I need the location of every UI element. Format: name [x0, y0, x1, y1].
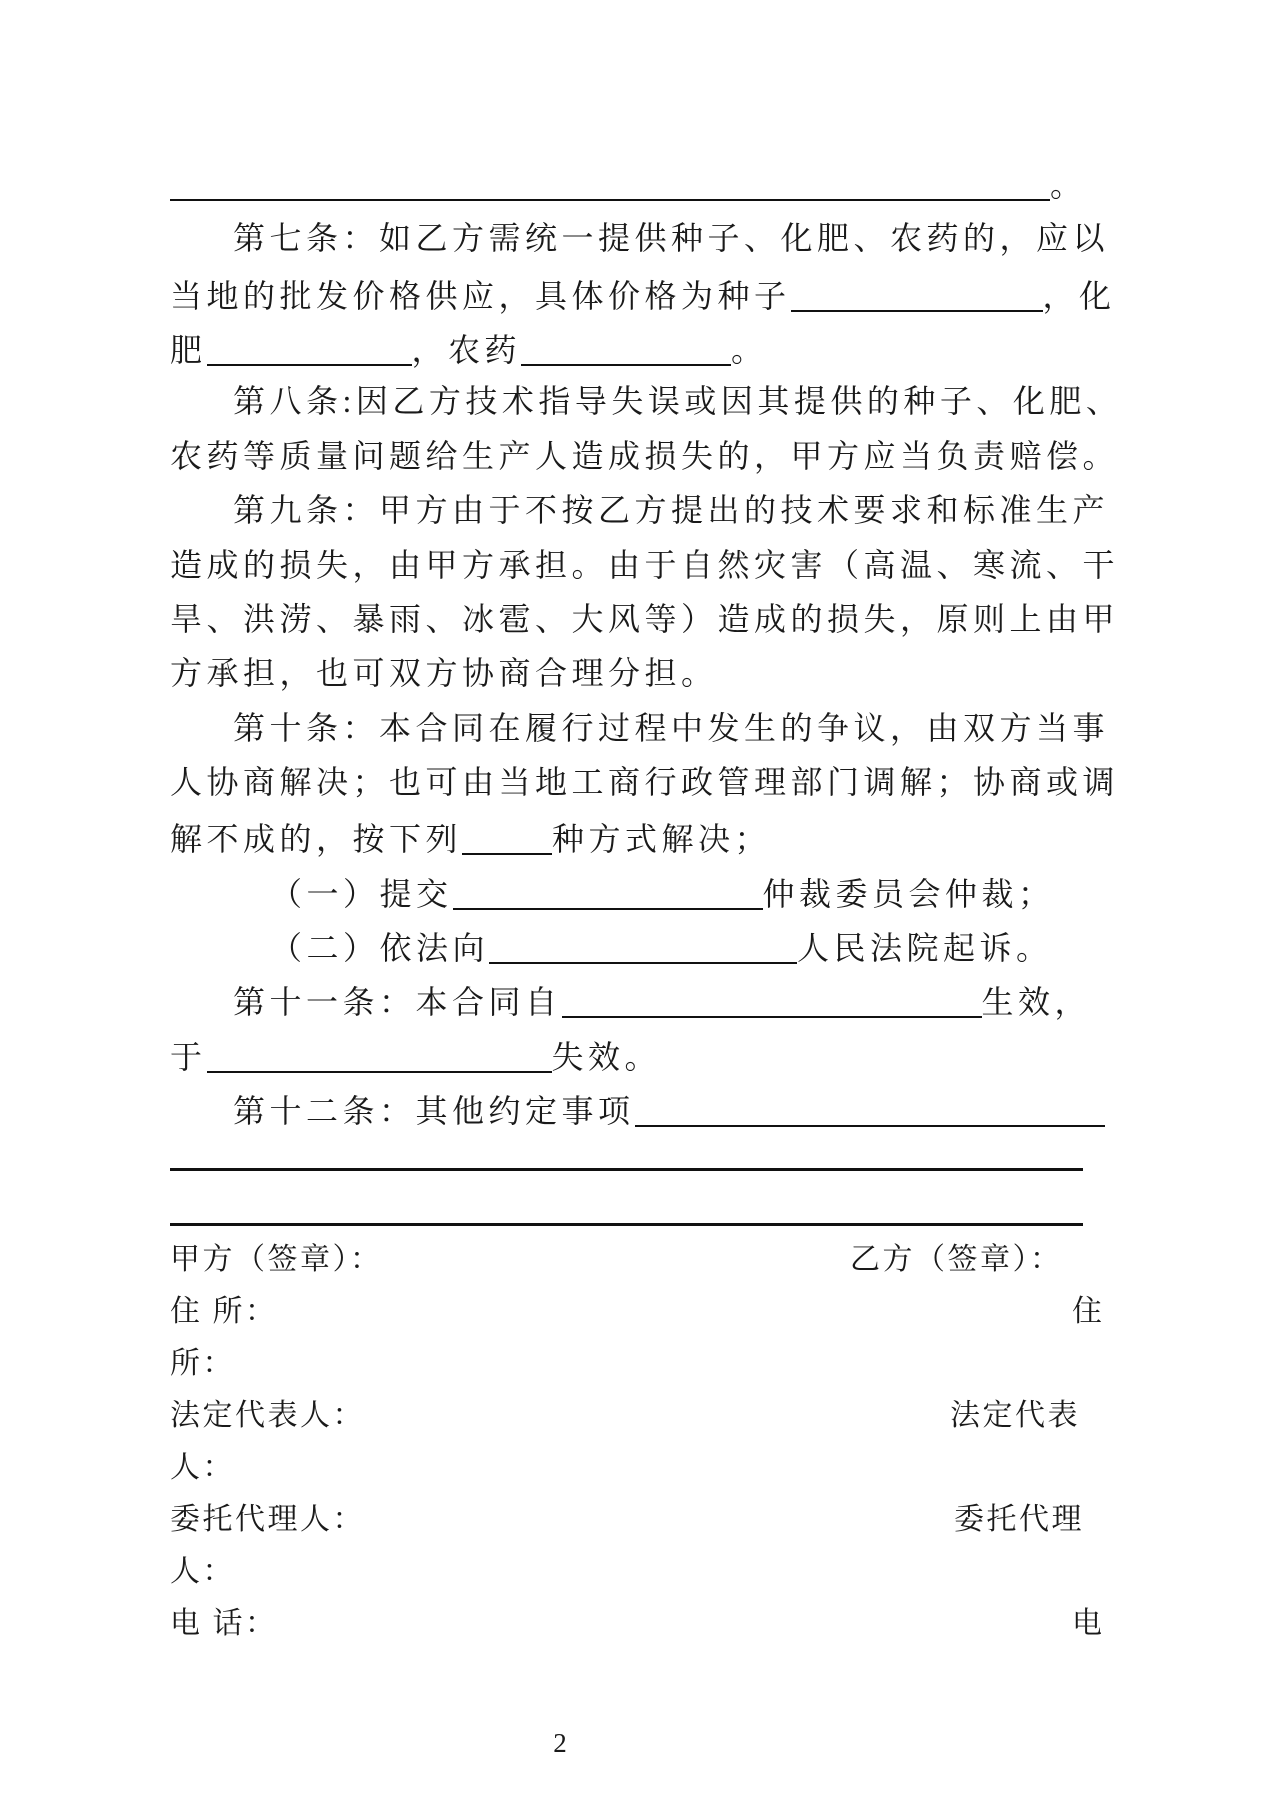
contract-text: 第十二条：其他约定事项: [233, 1093, 635, 1129]
party-a-phone-label: 电 话：: [170, 1607, 278, 1640]
contract-line: [170, 977, 1218, 1023]
contract-line: [170, 651, 1155, 697]
contract-text: ，化: [1042, 278, 1116, 314]
signature-row: [170, 1396, 1170, 1438]
contract-line: [170, 869, 1255, 915]
party-b-seal-label: 乙方（签章）：: [850, 1243, 1063, 1276]
contract-text: 肥: [170, 332, 207, 368]
fill-in-blank: [462, 819, 552, 855]
contract-line: [170, 597, 1155, 643]
fill-in-blank: [207, 330, 412, 366]
contract-text: 。: [731, 332, 768, 368]
party-a-legal-representative-label: 法定代表人：: [170, 1399, 365, 1432]
contract-line: [170, 271, 1155, 317]
contract-text: 人民法院起诉。: [797, 930, 1053, 966]
blank-line-rule: [170, 1168, 1083, 1171]
blank-line-rule: [170, 1223, 1083, 1226]
contract-text: 失效。: [551, 1039, 662, 1075]
contract-text: 当地的批发价格供应，具体价格为种子: [170, 278, 791, 314]
signature-row: [170, 1344, 1170, 1386]
contract-text: 仲裁委员会仲裁；: [762, 876, 1055, 912]
party-a-address-label: 住 所：: [170, 1295, 278, 1328]
contract-text: 第八条:因乙方技术指导失误或因其提供的种子、化肥、: [233, 383, 1123, 419]
fill-in-blank: [562, 982, 982, 1018]
contract-text: 方承担，也可双方协商合理分担。: [170, 655, 718, 691]
contract-line: [170, 434, 1155, 480]
contract-text: （二）依法向: [270, 930, 490, 966]
party-b-legal-representative-part: 法定代表: [950, 1399, 1080, 1432]
party-a-seal-label: 甲方（签章）：: [170, 1243, 383, 1276]
signature-row: [170, 1240, 1170, 1282]
contract-text: 造成的损失，由甲方承担。由于自然灾害（高温、寒流、干: [170, 547, 1120, 583]
contract-line: [170, 379, 1218, 425]
contract-line: [170, 216, 1218, 262]
fill-in-blank: [635, 1091, 1105, 1127]
fill-in-blank: [207, 1037, 552, 1073]
contract-text: 生效，: [981, 984, 1092, 1020]
contract-text: （一）提交: [270, 876, 453, 912]
party-a-entrusted-agent-label: 委托代理人：: [170, 1503, 365, 1536]
contract-text: 第十条：本合同在履行过程中发生的争议，由双方当事: [233, 710, 1110, 746]
contract-line: [170, 706, 1218, 752]
fill-in-blank: [791, 276, 1043, 312]
signature-row: [170, 1500, 1170, 1542]
contract-line: [170, 160, 1155, 206]
signature-row: [170, 1448, 1170, 1490]
page-number: 2: [553, 1728, 567, 1758]
contract-line: [170, 923, 1255, 969]
signature-row: [170, 1552, 1170, 1594]
party-b-legal-representative-continued: 人：: [170, 1451, 235, 1484]
contract-text: 于: [170, 1039, 207, 1075]
signature-row: [170, 1292, 1170, 1334]
party-b-address-label-part: 住: [1072, 1295, 1105, 1328]
contract-line: [170, 543, 1155, 589]
party-b-entrusted-agent-part: 委托代理: [954, 1503, 1084, 1536]
fill-in-blank: [489, 928, 797, 964]
contract-text: ，农药: [411, 332, 522, 368]
contract-text: 第十一条：本合同自: [233, 984, 562, 1020]
contract-text: 农药等质量问题给生产人造成损失的，甲方应当负责赔偿。: [170, 438, 1120, 474]
contract-text: 第九条：甲方由于不按乙方提出的技术要求和标准生产: [233, 492, 1110, 528]
contract-text: 人协商解决；也可由当地工商行政管理部门调解；协商或调: [170, 764, 1120, 800]
contract-line: [170, 760, 1155, 806]
contract-text: 旱、洪涝、暴雨、冰雹、大风等）造成的损失，原则上由甲: [170, 601, 1120, 637]
contract-line: [170, 488, 1218, 534]
contract-line: [170, 814, 1155, 860]
contract-line: [170, 325, 1155, 371]
fill-in-blank: [170, 165, 1050, 201]
fill-in-blank: [521, 330, 731, 366]
contract-text: 第七条：如乙方需统一提供种子、化肥、农药的，应以: [233, 220, 1110, 256]
party-b-address-label-continued: 所：: [170, 1347, 235, 1380]
party-b-phone-label-part: 电: [1072, 1607, 1105, 1640]
party-b-entrusted-agent-continued: 人：: [170, 1555, 235, 1588]
contract-line: [170, 1032, 1155, 1078]
contract-text: 。: [1050, 167, 1087, 203]
contract-line: [170, 1086, 1218, 1132]
signature-row: [170, 1604, 1170, 1646]
fill-in-blank: [453, 874, 763, 910]
contract-text: 种方式解决；: [552, 821, 772, 857]
contract-text: 解不成的，按下列: [170, 821, 463, 857]
